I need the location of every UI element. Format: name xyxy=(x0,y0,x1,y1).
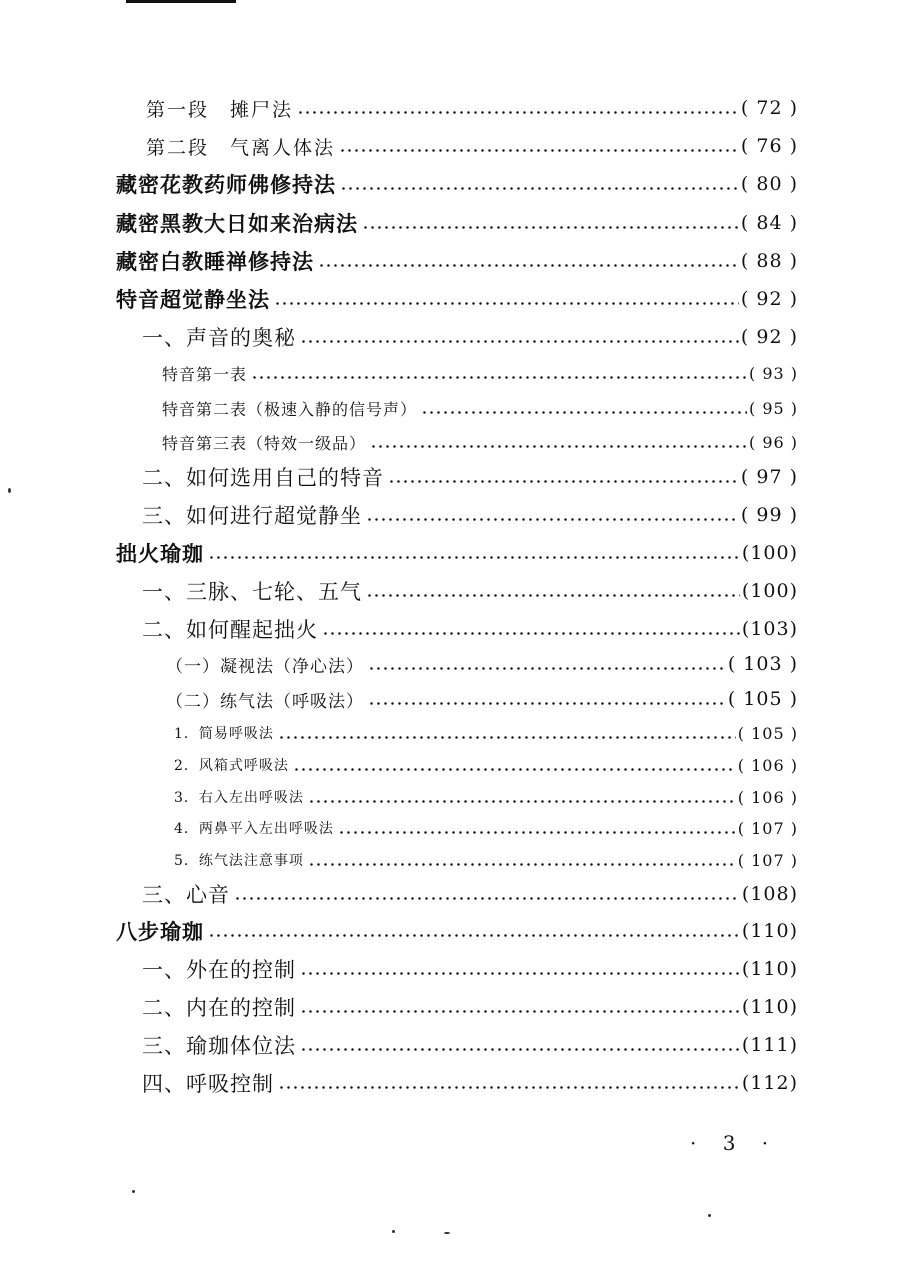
toc-entry xyxy=(142,953,798,985)
toc-entry-title: 二、如何醒起拙火 xyxy=(142,618,318,642)
toc-entry xyxy=(142,575,798,607)
dot-leader xyxy=(366,518,739,521)
toc-entry-page: ( 92 ) xyxy=(740,326,798,348)
toc-entry-page: ( 84 ) xyxy=(740,212,798,234)
toc-entry-page: ( 80 ) xyxy=(740,173,798,195)
toc-entry-title: 第一段 摊尸法 xyxy=(146,98,294,121)
dot-leader xyxy=(318,264,739,267)
toc-entry-page: ( 88 ) xyxy=(740,250,798,272)
dot-leader xyxy=(300,1048,740,1051)
toc-entry-page: ( 76 ) xyxy=(740,135,798,157)
toc-entry-page: ( 106 ) xyxy=(737,787,798,807)
toc-entry xyxy=(146,92,798,124)
toc-entry-page: (100) xyxy=(741,542,798,564)
toc-entry-page: ( 105 ) xyxy=(727,688,798,710)
dot-leader xyxy=(251,376,747,379)
toc-entry-title: （二）练气法（呼吸法） xyxy=(166,691,364,712)
toc-entry-title: 一、声音的奥秘 xyxy=(142,326,296,350)
dot-leader xyxy=(308,863,736,866)
toc-entry-title: 特音第二表（极速入静的信号声） xyxy=(162,399,418,419)
toc-entry-page: ( 103 ) xyxy=(727,653,798,675)
toc-entry xyxy=(142,1029,798,1061)
toc-entry-title: 二、如何选用自己的特音 xyxy=(142,466,384,490)
dot-leader xyxy=(362,226,739,229)
toc-entry xyxy=(116,168,798,200)
toc-entry xyxy=(142,461,798,493)
toc-entry-page: ( 107 ) xyxy=(737,850,798,870)
toc-entry-title: 一、三脉、七轮、五气 xyxy=(142,580,362,604)
toc-entry-page: ( 99 ) xyxy=(740,504,798,526)
toc-entry-page: ( 96 ) xyxy=(748,432,798,452)
toc-entry-title: 三、瑜珈体位法 xyxy=(142,1034,296,1058)
toc-entry-page: (112) xyxy=(741,1072,798,1094)
toc-entry xyxy=(116,915,798,947)
toc-entry xyxy=(166,683,798,715)
dot-leader xyxy=(208,934,740,937)
toc-entry-title: 八步瑜珈 xyxy=(116,920,204,944)
toc-entry-title: 拙火瑜珈 xyxy=(116,542,204,566)
dot-leader xyxy=(308,800,736,803)
toc-entry xyxy=(142,321,798,353)
toc-entry-title: 藏密白教睡禅修持法 xyxy=(116,250,314,274)
dot-leader xyxy=(297,111,739,114)
toc-entry-page: ( 92 ) xyxy=(740,288,798,310)
toc-entry-title: 1．简易呼吸法 xyxy=(174,726,274,742)
toc-entry xyxy=(142,1067,798,1099)
toc-entry-title: 第二段 气离人体法 xyxy=(146,136,336,159)
toc-entry-title: 2．风箱式呼吸法 xyxy=(174,758,289,774)
toc-entry-page: (103) xyxy=(741,618,798,640)
dot-leader xyxy=(300,972,740,975)
toc-entry-page: ( 97 ) xyxy=(740,466,798,488)
dot-leader xyxy=(388,480,739,483)
dot-leader xyxy=(340,187,739,190)
toc-entry-title: 一、外在的控制 xyxy=(142,958,296,982)
toc-entry xyxy=(174,844,798,876)
toc-entry-title: 四、呼吸控制 xyxy=(142,1072,274,1096)
toc-entry xyxy=(166,648,798,680)
dot-leader xyxy=(368,702,726,705)
toc-entry-page: (108) xyxy=(741,883,798,905)
toc-entry xyxy=(142,991,798,1023)
toc-entry xyxy=(174,717,798,749)
toc-entry-title: 特音第三表（特效一级品） xyxy=(162,433,367,453)
toc-entry-page: ( 105 ) xyxy=(737,723,798,743)
toc-entry-page: (111) xyxy=(741,1034,798,1056)
toc-entry xyxy=(142,613,798,645)
dot-leader xyxy=(278,1086,740,1089)
toc-entry-title: 三、如何进行超觉静坐 xyxy=(142,504,362,528)
dot-leader xyxy=(300,1010,740,1013)
toc-entry-page: (110) xyxy=(741,996,798,1018)
dot-leader xyxy=(421,411,747,414)
toc-entry xyxy=(162,392,798,424)
toc-entry-title: 5．练气法注意事项 xyxy=(174,853,304,869)
toc-entry-page: ( 107 ) xyxy=(737,818,798,838)
toc-entry xyxy=(116,537,798,569)
dot-leader xyxy=(300,340,739,343)
toc-entry-title: 二、内在的控制 xyxy=(142,996,296,1020)
dot-leader xyxy=(368,667,726,670)
toc-entry-title: 藏密黑教大日如来治病法 xyxy=(116,212,358,236)
dot-leader xyxy=(234,897,740,900)
toc-entry xyxy=(116,207,798,239)
toc-entry-title: 三、心音 xyxy=(142,883,230,907)
toc-entry-page: ( 72 ) xyxy=(740,97,798,119)
toc-entry xyxy=(146,130,798,162)
toc-entry xyxy=(142,499,798,531)
dot-leader xyxy=(339,149,739,152)
toc-entry-page: ( 106 ) xyxy=(737,755,798,775)
toc-entry-page: (100) xyxy=(741,580,798,602)
toc-entry xyxy=(162,426,798,458)
toc-entry xyxy=(142,878,798,910)
dot-leader xyxy=(338,831,736,834)
toc-entry xyxy=(116,245,798,277)
toc-entry-title: 3．右入左出呼吸法 xyxy=(174,790,304,806)
dot-leader xyxy=(208,556,740,559)
toc-entry xyxy=(174,749,798,781)
dot-leader xyxy=(370,445,747,448)
dot-leader xyxy=(366,594,740,597)
toc-entry-title: 特音超觉静坐法 xyxy=(116,288,270,312)
page-number: · 3 · xyxy=(690,1131,779,1155)
toc-entry-title: 藏密花教药师佛修持法 xyxy=(116,173,336,197)
dot-leader xyxy=(278,736,736,739)
dot-leader xyxy=(274,302,739,305)
toc-entry xyxy=(116,283,798,315)
toc-entry-title: 4．两鼻平入左出呼吸法 xyxy=(174,821,334,837)
toc-entry xyxy=(174,781,798,813)
dot-leader xyxy=(293,768,736,771)
toc-entry-title: （一）凝视法（净心法） xyxy=(166,656,364,677)
toc-entry xyxy=(162,357,798,389)
dot-leader xyxy=(322,632,740,635)
toc-entry-page: (110) xyxy=(741,958,798,980)
toc-entry-page: ( 93 ) xyxy=(748,363,798,383)
toc-entry-page: ( 95 ) xyxy=(748,398,798,418)
toc-entry-page: (110) xyxy=(741,920,798,942)
toc-entry-title: 特音第一表 xyxy=(162,364,248,384)
toc-entry xyxy=(174,812,798,844)
